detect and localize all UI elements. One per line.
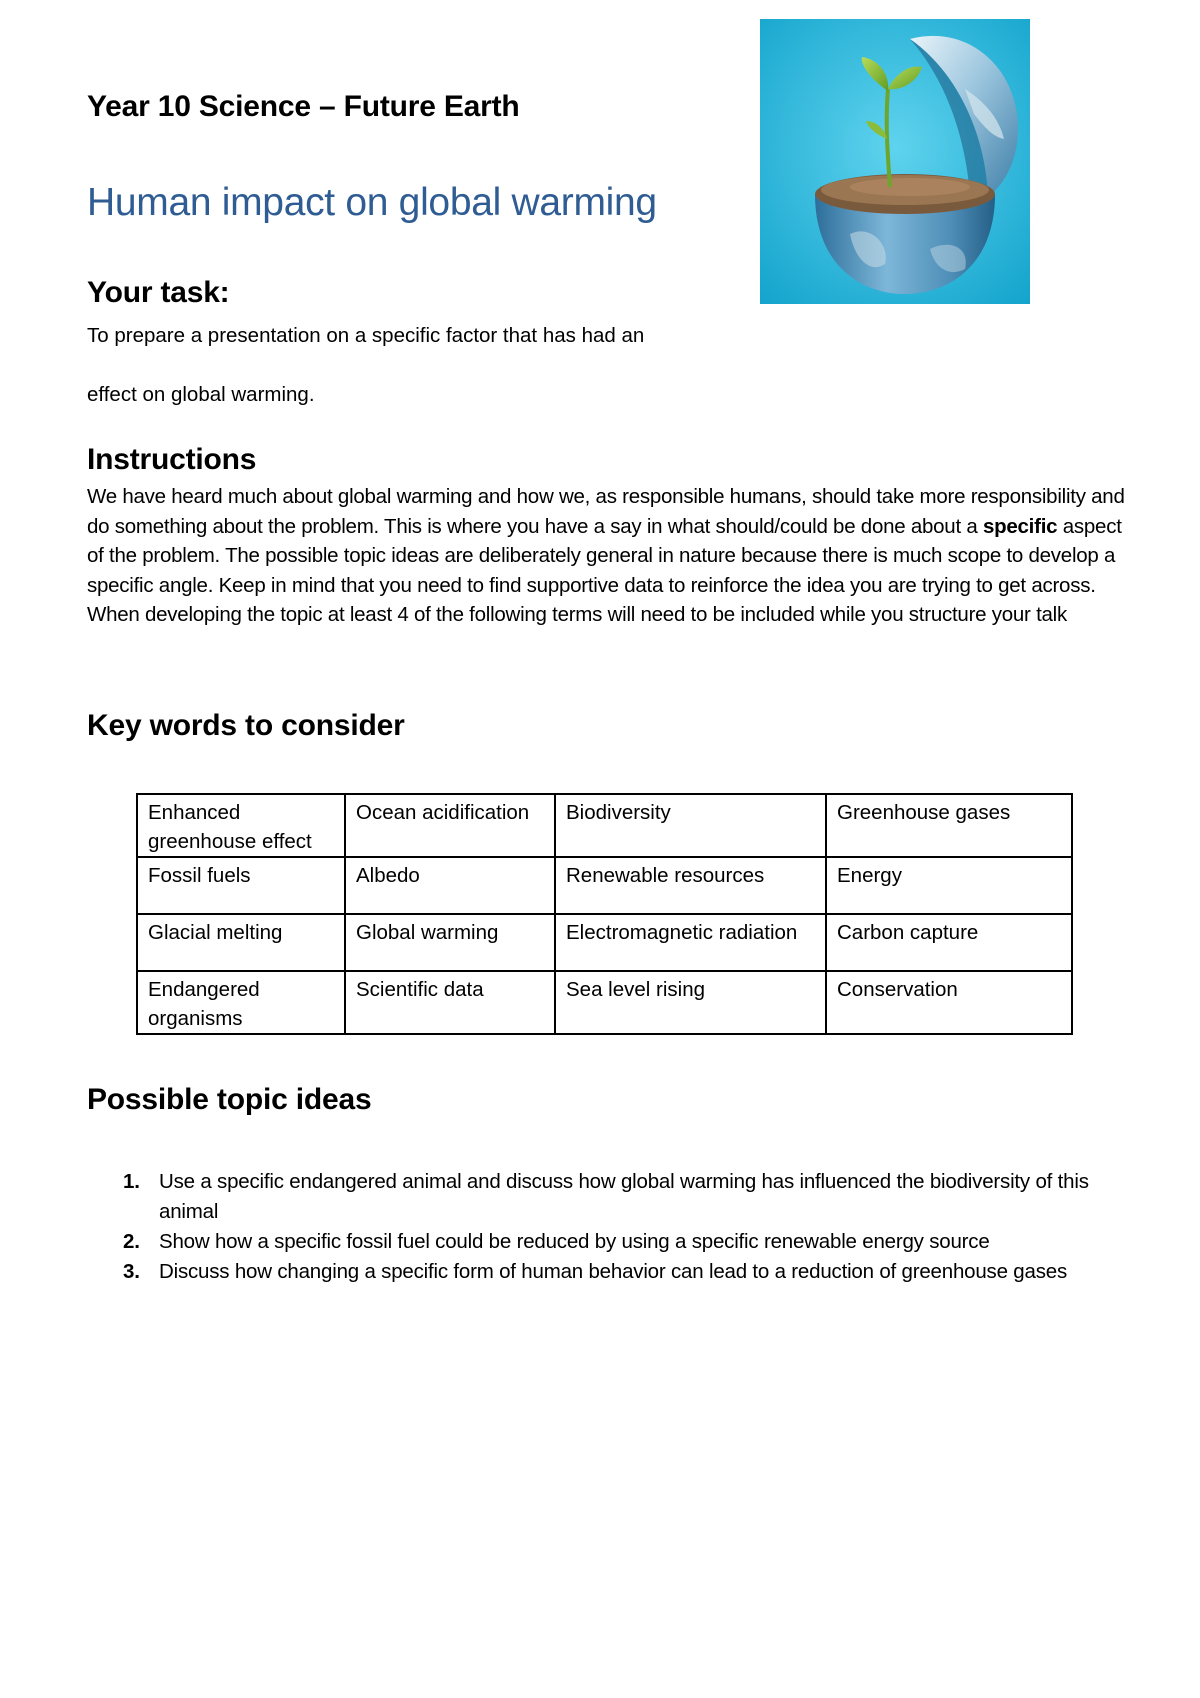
task-line-1: To prepare a presentation on a specific factor that has had an	[87, 324, 645, 347]
key-words-table	[136, 793, 1073, 1035]
table-row	[137, 794, 1072, 857]
table-cell: Energy	[826, 857, 1072, 914]
instructions-paragraph	[87, 482, 1137, 630]
table-cell: Scientific data	[345, 971, 555, 1034]
task-line-2: effect on global warming.	[87, 383, 315, 406]
list-item	[87, 1257, 1117, 1287]
key-words-heading: Key words to consider	[87, 709, 405, 742]
table-cell: Fossil fuels	[137, 857, 345, 914]
list-item-number: 2.	[123, 1230, 140, 1253]
table-row	[137, 857, 1072, 914]
table-row	[137, 971, 1072, 1034]
table-cell: Renewable resources	[555, 857, 826, 914]
table-cell: Ocean acidification	[345, 794, 555, 857]
table-cell: Albedo	[345, 857, 555, 914]
plant-in-globe-image	[760, 19, 1030, 304]
table-cell: Enhanced greenhouse effect	[137, 794, 345, 857]
instructions-text-before: We have heard much about global warming and how we, as responsible humans, should take more responsibility and do something about the problem. This is where you have a say in what should/could be done about a	[87, 485, 1125, 538]
list-item	[87, 1227, 1117, 1257]
table-cell: Conservation	[826, 971, 1072, 1034]
list-item-number: 3.	[123, 1260, 140, 1283]
table-cell: Global warming	[345, 914, 555, 971]
table-cell: Biodiversity	[555, 794, 826, 857]
table-cell: Carbon capture	[826, 914, 1072, 971]
instructions-emphasis: specific	[982, 514, 1058, 538]
list-item-number: 1.	[123, 1170, 140, 1193]
table-cell: Glacial melting	[137, 914, 345, 971]
table-cell: Electromagnetic radiation	[555, 914, 826, 971]
list-item-text: Show how a specific fossil fuel could be reduced by using a specific renewable energy source	[159, 1230, 990, 1253]
instructions-heading: Instructions	[87, 443, 257, 476]
topic-ideas-heading: Possible topic ideas	[87, 1083, 372, 1116]
table-cell: Greenhouse gases	[826, 794, 1072, 857]
instructions-text-after: aspect of the problem. The possible topic ideas are deliberately general in nature because there is much scope to develop a specific angle. Keep in mind that you need to find supportive data to reinforce the idea you are trying to get across. When developing the topic at least 4 of the following terms will need to be included while you structure your talk	[87, 514, 1122, 626]
document-title: Human impact on global warming	[87, 181, 657, 224]
list-item-text: Use a specific endangered animal and discuss how global warming has influenced the biodiversity of this animal	[159, 1170, 1089, 1223]
your-task-heading: Your task:	[87, 276, 230, 309]
list-item-text: Discuss how changing a specific form of human behavior can lead to a reduction of greenhouse gases	[159, 1260, 1068, 1283]
course-title: Year 10 Science – Future Earth	[87, 90, 520, 123]
table-row	[137, 914, 1072, 971]
table-cell: Sea level rising	[555, 971, 826, 1034]
table-cell: Endangered organisms	[137, 971, 345, 1034]
topic-ideas-list	[87, 1167, 1117, 1287]
list-item	[87, 1167, 1117, 1227]
